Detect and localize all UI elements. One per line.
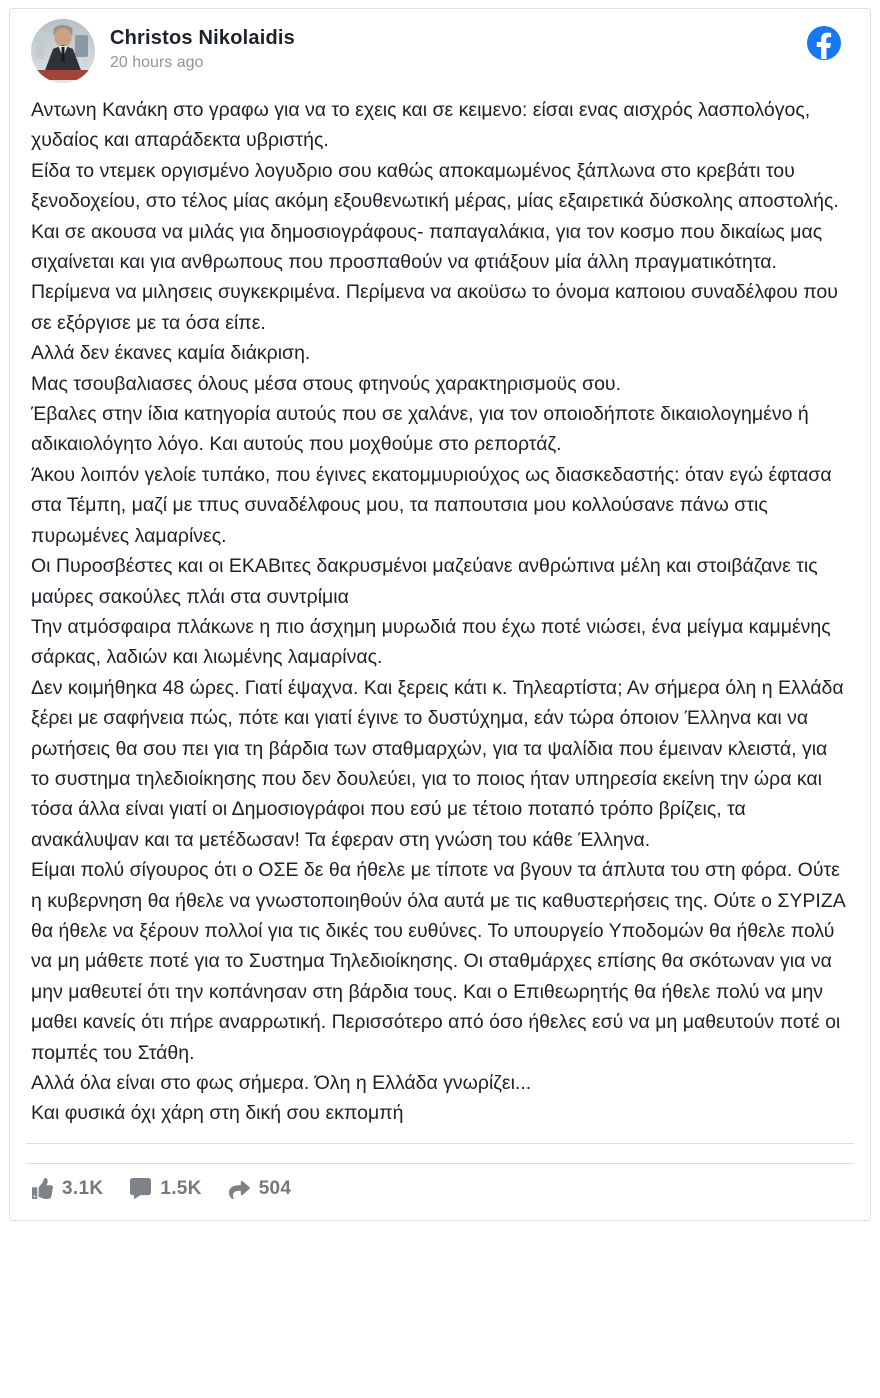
speech-bubble-icon [130, 1178, 151, 1199]
post-paragraph: Άκου λοιπόν γελοίε τυπάκο, που έγινες εκατομμυριούχος ως διασκεδαστής: όταν εγώ έφτασα στα Τέμπη, μαζί με τπυς συναδέλφους μου, τα παπουτσια μου κολλούσανε πάνω στις πυρωμένες λαμαρίνες. [31, 463, 832, 547]
post-paragraph: Και σε ακουσα να μιλάς για δημοσιογράφους- παπαγαλάκια, για τον κοσμο που δικαίως μας σιχαίνεται και για ανθρωπους που προσπαθούν να φτιάξουν μία άλλη πραγματικότητα. [31, 220, 823, 274]
avatar-face-shape [55, 28, 72, 47]
post-paragraph: Μας τσουβαλιασες όλους μέσα στους φτηνούς χαρακτηρισμοϋς σου. [31, 372, 622, 395]
author-name[interactable]: Christos Nikolaidis [110, 27, 295, 49]
post-header [10, 9, 870, 89]
post-paragraph: Την ατμόσφαιρα πλάκωνε η πιο άσχημη μυρωδιά που έχω ποτέ νιώσει, ένα μείγμα καμμένης σάρκας, λαδιών και λιωμένης λαμαρίνας. [31, 615, 831, 669]
post-paragraph: Έβαλες στην ίδια κατηγορία αυτούς που σε χαλάνε, για τον οποιοδήποτε δικαιολογημένο ή αδικαιολόγητο λόγο. Και αυτούς που μοχθούμε στο ρεπορτάζ. [31, 403, 809, 456]
comment-count[interactable] [130, 1178, 201, 1200]
like-count[interactable] [32, 1178, 103, 1200]
post-paragraph: Δεν κοιμήθηκα 48 ώρες. Γιατί έψαχνα. Και ξερεις κάτι κ. Τηλεαρτίστα; Αν σήμερα όλη η Ελλάδα ξέρει με σαφήνεια πώς, πότε και γιατί έγινε το δυστύχημα, εάν τώρα όποιον Έλληνα και να ρωτήσεις θα σου πει για τη βάρδια των σταθμαρχών, για τα ψαλίδια που έμειναν κλειστά, για το συστημα τηλεδιοίκησης που δεν δουλεύει, για το ποιος ήταν υπηρεσία εκείνη την ώρα και τόσα άλλα είναι γιατί οι Δημοσιογράφοι που εσύ με τέτοιο ποταπό τρόπο βρίζεις, τα ανακάλυψαν και τα μετέδωσαν! Τα έφεραν στη γνώση του κάθε Έλληνα. [31, 676, 844, 851]
post-paragraph: Αλλά δεν έκανες καμία διάκριση. [31, 342, 311, 365]
avatar[interactable] [31, 19, 95, 83]
post-paragraph: Αλλά όλα είναι στο φως σήμερα. Όλη η Ελλάδα γνωρίζει... [31, 1072, 532, 1094]
post-timestamp[interactable]: 20 hours ago [110, 54, 204, 71]
share-count[interactable] [229, 1178, 292, 1200]
share-arrow-icon [229, 1178, 250, 1199]
engagement-stats [10, 1164, 870, 1220]
post-paragraph: Οι Πυροσβέστες και οι ΕΚΑΒιτες δακρυσμένοι μαζεύανε ανθρώπινα μέλη και στοιβάζανε τις μαύρες σακούλες πλάι στα συντρίμια [31, 555, 818, 608]
avatar-tie-shape [62, 47, 65, 62]
share-count-label: 504 [258, 1177, 292, 1199]
avatar-desk-edge-shape [31, 80, 95, 83]
post-paragraph: Και φυσικά όχι χάρη στη δική σου εκπομπή [31, 1102, 404, 1125]
divider [26, 1143, 854, 1144]
facebook-post-card [9, 8, 871, 1221]
avatar-background-shape [75, 35, 88, 57]
post-paragraph: Είμαι πολύ σίγουρος ότι ο ΟΣΕ δε θα ήθελε με τίποτε να βγουν τα άπλυτα του στη φόρα. Ούτε η κυβερνηση θα ήθελε να γνωστοποιηθούν όλα αυτά με τις καθυστερήσεις της. Ούτε ο ΣΥΡΙΖΑ θα ήθελε να ξέρουν πολλοί για τις δικές του ευθύνες. Το υπουργείο Υποδομών θα ήθελε πολύ να μη μάθετε ποτέ για το Συστημα Τηλεδιοίκησης. Οι σταθμάρχες επίσης θα σκότωναν για να μην μαθευτεί ότι την κοπάνησαν στη βάρδια τους. Και ο Επιθεωρητής θα ήθελε πολύ να μην μαθει κανείς ότι πήρε αναρρωτική. Περισσότερο από όσο ήθελες εσύ να μη μαθευτούν ποτέ οι πομπές του Στάθη. [31, 859, 845, 1064]
facebook-logo-icon[interactable] [807, 26, 841, 60]
like-count-label: 3.1K [62, 1177, 104, 1199]
comment-count-label: 1.5K [160, 1177, 202, 1199]
header-text [110, 19, 295, 74]
thumbs-up-icon [32, 1178, 53, 1199]
post-text [10, 89, 870, 1129]
post-paragraph: Περίμενα να μιλησεις συγκεκριμένα. Περίμενα να ακοϋσω το όνομα καποιου συναδέλφου που σε εξόργισε με τα όσα είπε. [31, 281, 838, 334]
avatar-desk-shape [31, 70, 95, 80]
avatar-background-shape [36, 29, 44, 59]
post-paragraph: Αντωνη Κανάκη στο γραφω για να το εχεις και σε κειμενο: είσαι ενας αισχρός λασπολόγος, χυδαίος και απαράδεκτα υβριστής. [31, 99, 811, 152]
post-paragraph: Είδα το ντεμεκ οργισμένο λογυδριο σου καθώς αποκαμωμένος ξάπλωνα στο κρεβάτι του ξενοδοχείου, στο τέλος μίας ακόμη εξουθενωτική μέρας, μίας εξαιρετικά δύσκολης αποστολής. [31, 159, 839, 213]
